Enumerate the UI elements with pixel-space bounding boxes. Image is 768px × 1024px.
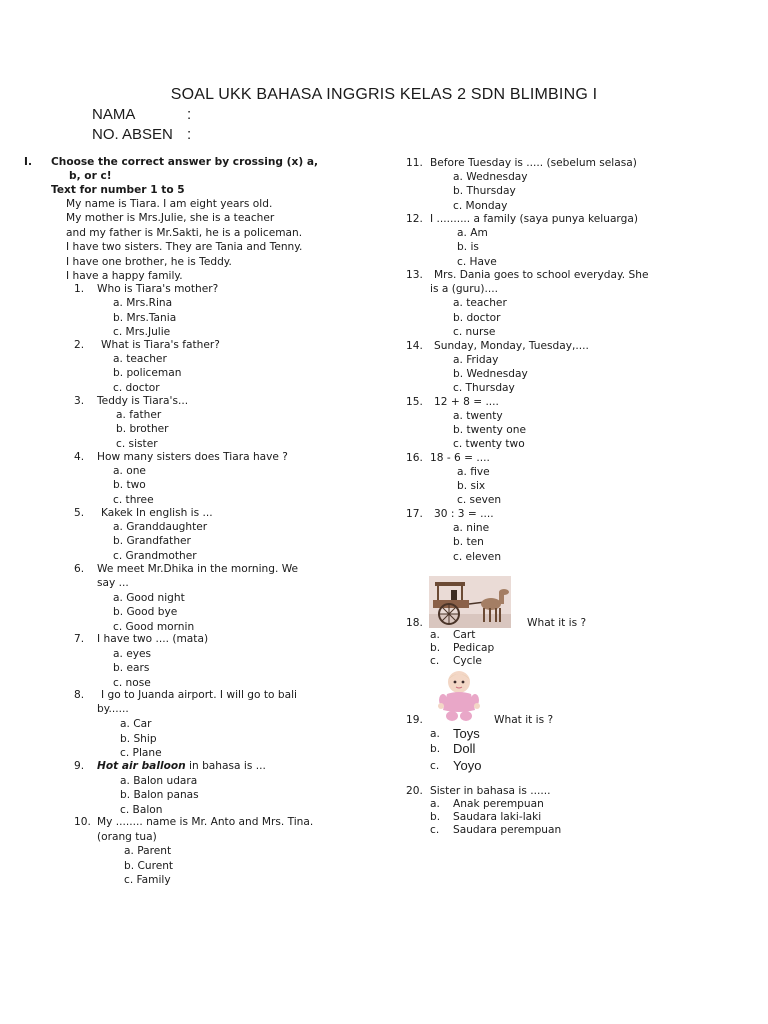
option-answer: Yoyo <box>453 758 482 773</box>
option: a. Good night <box>113 592 185 604</box>
option-letter: c. <box>430 824 440 836</box>
question-text-cont: (orang tua) <box>97 831 157 843</box>
option: b. is <box>457 241 479 253</box>
option: a. teacher <box>113 353 167 365</box>
option-answer: Doll <box>453 741 476 756</box>
question-text: I go to Juanda airport. I will go to bali <box>101 689 297 701</box>
question-number: 18. <box>406 617 423 629</box>
question-number: 1. <box>74 283 85 295</box>
question-number: 11. <box>406 157 423 169</box>
option: c. Balon <box>120 804 163 816</box>
option: c. seven <box>457 494 502 506</box>
option: b. policeman <box>113 367 182 379</box>
option: a. teacher <box>453 297 507 309</box>
option-answer: Anak perempuan <box>453 798 544 810</box>
option: a. eyes <box>113 648 152 660</box>
option: a. Granddaughter <box>113 521 208 533</box>
absen-colon: : <box>187 126 192 143</box>
question-number: 3. <box>74 395 85 407</box>
option: c. Monday <box>453 200 508 212</box>
question-number: 8. <box>74 689 85 701</box>
question-number: 15. <box>406 396 423 408</box>
option: c. doctor <box>113 382 160 394</box>
question-number: 4. <box>74 451 85 463</box>
passage-line: I have one brother, he is Teddy. <box>66 256 232 268</box>
option: c. Family <box>124 874 171 886</box>
option-answer: Saudara laki-laki <box>453 811 542 823</box>
instruction-line-1: Choose the correct answer by crossing (x) a, <box>51 156 319 168</box>
option: a. Mrs.Rina <box>113 297 173 309</box>
page-title: SOAL UKK BAHASA INGGRIS KELAS 2 SDN BLIMBING I <box>170 86 598 103</box>
option: b. ears <box>113 662 150 674</box>
nama-label: NAMA <box>92 106 136 123</box>
question-text: What it is ? <box>494 714 554 726</box>
question-text: How many sisters does Tiara have ? <box>97 451 288 463</box>
question-number: 19. <box>406 714 423 726</box>
option: c. eleven <box>453 551 502 563</box>
option: a. Am <box>457 227 488 239</box>
question-text: What it is ? <box>527 617 587 629</box>
question-number: 16. <box>406 452 423 464</box>
question-emphasis: Hot air balloon <box>97 760 186 772</box>
passage-line: I have two sisters. They are Tania and Tenny. <box>66 241 303 253</box>
question-text: I .......... a family (saya punya keluarga) <box>430 213 638 225</box>
question-number: 13. <box>406 269 423 281</box>
question-number: 12. <box>406 213 423 225</box>
option: b. two <box>113 479 146 491</box>
option: b. ten <box>453 536 484 548</box>
question-text-cont: by...... <box>97 703 129 715</box>
question-text-cont: is a (guru).... <box>430 283 498 295</box>
question-number: 20. <box>406 785 423 797</box>
question-text: I have two .... (mata) <box>97 633 209 645</box>
option: a. Balon udara <box>120 775 198 787</box>
question-text: What is Tiara's father? <box>101 339 220 351</box>
option: c. Good mornin <box>113 621 195 633</box>
question-text: We meet Mr.Dhika in the morning. We <box>97 563 299 575</box>
option: b. twenty one <box>453 424 527 436</box>
question-text: 12 + 8 = .... <box>434 396 499 408</box>
question-text: Teddy is Tiara's... <box>97 395 189 407</box>
option: b. Balon panas <box>120 789 199 801</box>
option-answer: Pedicap <box>453 642 495 654</box>
option-answer: Cart <box>453 629 476 641</box>
question-number: 17. <box>406 508 423 520</box>
nama-colon: : <box>187 106 192 123</box>
option: b. six <box>457 480 486 492</box>
question-number: 6. <box>74 563 85 575</box>
absen-field <box>92 126 192 143</box>
option-letter: b. <box>430 811 441 823</box>
question-text: Kakek In english is ... <box>101 507 213 519</box>
option: a. Parent <box>124 845 172 857</box>
passage-line: I have a happy family. <box>66 270 183 282</box>
question-text: Who is Tiara's mother? <box>97 283 219 295</box>
question-text-rest: in bahasa is ... <box>185 760 266 772</box>
option: c. Have <box>457 256 497 268</box>
option-letter: b. <box>430 743 441 755</box>
option: c. twenty two <box>453 438 525 450</box>
option: c. sister <box>116 438 158 450</box>
option: c. Mrs.Julie <box>113 326 171 338</box>
option: c. Thursday <box>453 382 515 394</box>
question-number: 2. <box>74 339 85 351</box>
option: b. doctor <box>453 312 501 324</box>
question-number: 5. <box>74 507 85 519</box>
option-letter: c. <box>430 655 440 667</box>
nama-field <box>92 106 192 123</box>
option: b. Curent <box>124 860 174 872</box>
option: a. Friday <box>453 354 499 366</box>
option: a. nine <box>453 522 490 534</box>
passage-line: My mother is Mrs.Julie, she is a teacher <box>66 212 275 224</box>
option-answer: Saudara perempuan <box>453 824 562 836</box>
option: b. Thursday <box>453 185 516 197</box>
instruction-line-2: b, or c! <box>69 170 112 182</box>
option: a. Car <box>120 718 152 730</box>
question-text: Sunday, Monday, Tuesday,.... <box>434 340 589 352</box>
option: a. father <box>116 409 162 421</box>
question-text: Mrs. Dania goes to school everyday. She <box>434 269 649 281</box>
option: b. Mrs.Tania <box>113 312 177 324</box>
option-letter: a. <box>430 629 440 641</box>
option-letter: c. <box>430 760 440 772</box>
question-text <box>97 760 266 772</box>
option: c. nurse <box>453 326 496 338</box>
option: a. twenty <box>453 410 503 422</box>
option: c. Grandmother <box>113 550 197 562</box>
option-answer: Cycle <box>453 655 482 667</box>
option-letter: a. <box>430 728 440 740</box>
option: a. one <box>113 465 146 477</box>
option: b. Wednesday <box>453 368 528 380</box>
option: a. Wednesday <box>453 171 528 183</box>
passage-line: and my father is Mr.Sakti, he is a policeman. <box>66 227 303 239</box>
question-text: Sister in bahasa is ...... <box>430 785 551 797</box>
doll-image <box>433 668 485 724</box>
absen-label: NO. ABSEN <box>92 126 173 143</box>
question-text-cont: say ... <box>97 577 129 589</box>
question-number: 7. <box>74 633 85 645</box>
question-text: Before Tuesday is ..... (sebelum selasa) <box>430 157 637 169</box>
question-number: 14. <box>406 340 423 352</box>
option: a. five <box>457 466 490 478</box>
question-number: 10. <box>74 816 91 828</box>
option: c. Plane <box>120 747 162 759</box>
horse-cart-image <box>429 576 511 628</box>
question-number: 9. <box>74 760 85 772</box>
option: b. Grandfather <box>113 535 191 547</box>
text-heading: Text for number 1 to 5 <box>51 184 185 196</box>
question-text: 30 : 3 = .... <box>434 508 494 520</box>
question-text: 18 - 6 = .... <box>430 452 490 464</box>
option-letter: a. <box>430 798 440 810</box>
passage-line: My name is Tiara. I am eight years old. <box>66 198 273 210</box>
question-text: My ........ name is Mr. Anto and Mrs. Tina. <box>97 816 314 828</box>
option: b. Good bye <box>113 606 178 618</box>
option: b. brother <box>116 423 169 435</box>
option: c. three <box>113 494 154 506</box>
option: c. nose <box>113 677 151 689</box>
option: b. Ship <box>120 733 157 745</box>
option-answer: Toys <box>453 726 480 741</box>
section-number: I. <box>24 156 32 168</box>
option-letter: b. <box>430 642 441 654</box>
